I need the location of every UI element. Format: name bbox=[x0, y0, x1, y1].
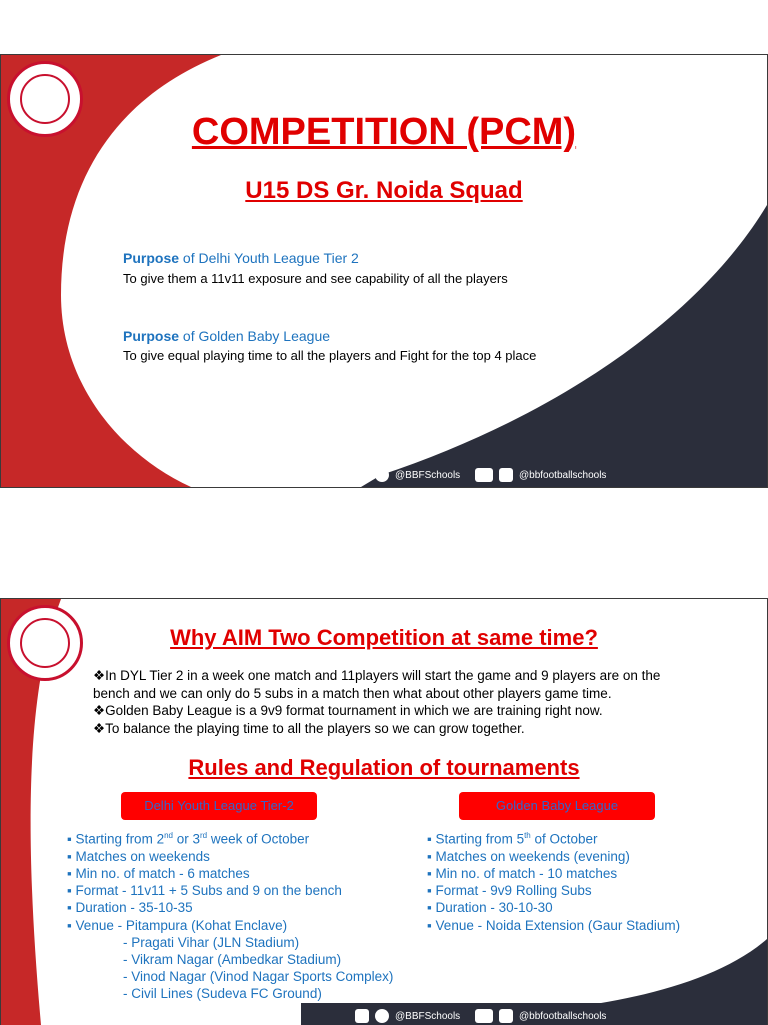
dyl-rules-list bbox=[67, 827, 393, 1003]
purpose-heading-gbl: Purpose of Golden Baby League bbox=[123, 328, 331, 344]
slide-title: COMPETITION (PCM) bbox=[191, 111, 577, 153]
venue-item: - Pragati Vihar (JLN Stadium) bbox=[123, 934, 300, 950]
venue-item: - Vinod Nagar (Vinod Nagar Sports Complex) bbox=[123, 969, 394, 985]
list-item: ▪ Min no. of match - 10 matches bbox=[427, 865, 618, 881]
why-aim-bullets bbox=[93, 667, 713, 737]
rules-title: Rules and Regulation of tournaments bbox=[188, 755, 580, 780]
list-item: ▪ Venue - Pitampura (Kohat Enclave) bbox=[67, 917, 288, 933]
dyl-tier2-label: Delhi Youth League Tier-2 bbox=[121, 792, 317, 820]
list-item: ▪ Venue - Noida Extension (Gaur Stadium) bbox=[427, 917, 681, 933]
list-item: ▪ Matches on weekends (evening) bbox=[427, 848, 630, 864]
slide-subtitle: U15 DS Gr. Noida Squad bbox=[245, 177, 523, 204]
list-item: ▪ Starting from 5th of October bbox=[427, 831, 598, 847]
venue-item: - Vikram Nagar (Ambedkar Stadium) bbox=[123, 951, 342, 967]
footer-handle-twitter: @BBFSchools bbox=[395, 470, 461, 481]
list-item: ▪ Format - 9v9 Rolling Subs bbox=[427, 883, 592, 899]
list-item: ▪ Min no. of match - 6 matches bbox=[67, 865, 250, 881]
twitter-icon bbox=[375, 1009, 389, 1023]
instagram-icon bbox=[355, 1009, 369, 1023]
golden-baby-league-label: Golden Baby League bbox=[459, 792, 655, 820]
venue-item: - Civil Lines (Sudeva FC Ground) bbox=[123, 986, 322, 1002]
list-item: ▪ Starting from 2nd or 3rd week of October bbox=[67, 831, 310, 847]
why-aim-title: Why AIM Two Competition at same time? bbox=[170, 625, 598, 650]
slide-1 bbox=[0, 54, 768, 488]
slide-2 bbox=[0, 598, 768, 1025]
facebook-icon bbox=[499, 1009, 513, 1023]
youtube-icon bbox=[475, 1009, 493, 1023]
bullet-line: ❖Golden Baby League is a 9v9 format tournament in which we are training right now. bbox=[93, 703, 603, 718]
list-item: ▪ Duration - 30-10-30 bbox=[427, 900, 553, 916]
footer-handle-facebook: @bbfootballschools bbox=[519, 470, 607, 481]
footer-handle-facebook: @bbfootballschools bbox=[519, 1011, 607, 1022]
bullet-line: bench and we can only do 5 subs in a match then what about other players game time. bbox=[93, 685, 612, 701]
bullet-line: ❖To balance the playing time to all the players so we can grow together. bbox=[93, 720, 525, 736]
footer-handle-twitter: @BBFSchools bbox=[395, 1011, 461, 1022]
purpose-description-gbl: To give equal playing time to all the players and Fight for the top 4 place bbox=[123, 348, 537, 363]
instagram-icon bbox=[355, 468, 369, 482]
list-item: ▪ Format - 11v11 + 5 Subs and 9 on the bench bbox=[67, 883, 342, 899]
gbl-rules-list bbox=[427, 827, 680, 934]
purpose-description-dyl: To give them a 11v11 exposure and see capability of all the players bbox=[123, 271, 508, 286]
twitter-icon bbox=[375, 468, 389, 482]
bullet-line: ❖In DYL Tier 2 in a week one match and 11players will start the game and 9 players are on the bbox=[93, 668, 661, 683]
youtube-icon bbox=[475, 468, 493, 482]
list-item: ▪ Matches on weekends bbox=[67, 848, 210, 864]
purpose-heading-dyl: Purpose of Delhi Youth League Tier 2 bbox=[123, 250, 359, 266]
list-item: ▪ Duration - 35-10-35 bbox=[67, 900, 193, 916]
facebook-icon bbox=[499, 468, 513, 482]
